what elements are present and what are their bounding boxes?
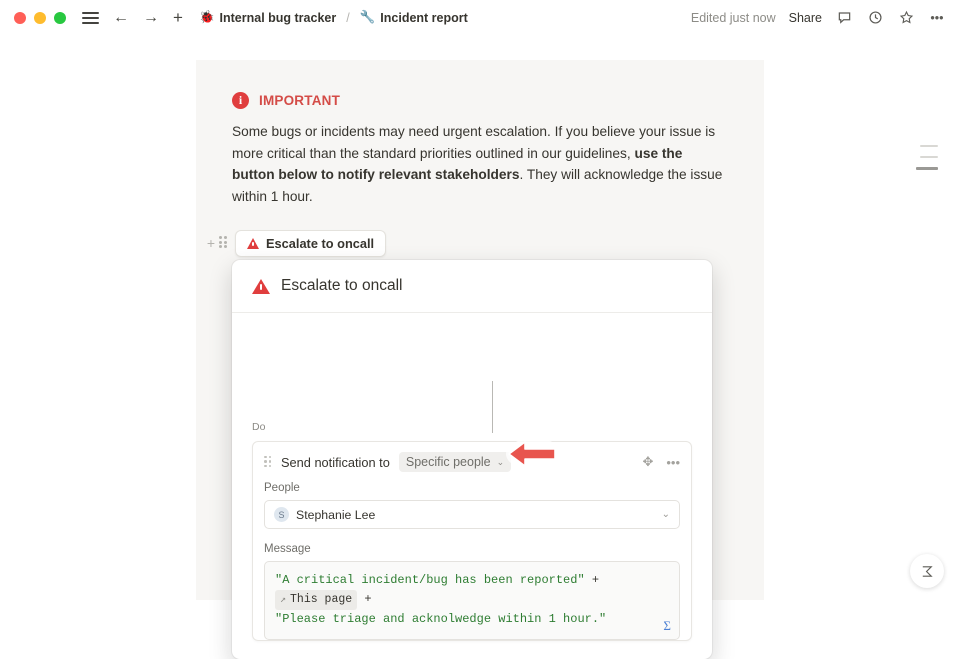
close-window-button[interactable] xyxy=(14,12,26,24)
wrench-icon: 🔧 xyxy=(359,10,376,24)
message-field-label: Message xyxy=(264,543,311,555)
notification-target-value: Specific people xyxy=(405,455,491,469)
action-drag-handle-icon[interactable] xyxy=(264,456,272,469)
escalate-block-row xyxy=(203,230,728,257)
bug-icon: 🐞 xyxy=(198,10,215,24)
message-field xyxy=(253,543,691,640)
move-action-icon[interactable]: ✥ xyxy=(642,454,654,469)
modal-header xyxy=(232,260,712,313)
forward-arrow-icon[interactable]: → xyxy=(143,8,159,26)
escalate-modal xyxy=(232,260,712,659)
minimap-marks xyxy=(916,145,938,170)
red-arrow-pointing-left-icon xyxy=(505,435,563,473)
breadcrumb xyxy=(195,8,472,27)
formula-icon[interactable]: Σ xyxy=(663,618,671,633)
people-input[interactable] xyxy=(264,500,680,529)
navigation-arrows[interactable] xyxy=(113,10,159,26)
modal-title: Escalate to oncall xyxy=(281,277,403,294)
new-page-icon[interactable]: + xyxy=(173,8,183,27)
callout-text-bold: use the button below to notify relevant stakeholders xyxy=(232,145,683,183)
escalate-button-label: Escalate to oncall xyxy=(266,235,375,251)
menu-icon[interactable] xyxy=(82,11,99,24)
action-header-actions xyxy=(642,454,680,470)
callout-label: IMPORTANT xyxy=(259,93,341,108)
notification-target-select[interactable] xyxy=(399,452,511,472)
window-controls[interactable] xyxy=(14,12,66,24)
callout-body xyxy=(232,121,728,208)
favorite-star-icon[interactable] xyxy=(897,9,915,27)
concat-operator: + xyxy=(591,573,600,587)
people-field xyxy=(253,482,691,529)
edited-status: Edited just now xyxy=(690,10,776,25)
this-page-chip[interactable] xyxy=(275,590,357,610)
message-formula-box[interactable] xyxy=(264,561,680,640)
message-string-2: "Please triage and acknolwedge within 1 hour." xyxy=(275,612,607,627)
maximize-window-button[interactable] xyxy=(54,12,66,24)
concat-operator-2: + xyxy=(364,591,372,606)
do-section-label: Do xyxy=(252,421,266,433)
chevron-down-icon: ⌄ xyxy=(661,509,670,520)
back-arrow-icon[interactable]: ← xyxy=(113,8,129,26)
warning-triangle-icon xyxy=(247,238,259,249)
breadcrumb-separator: / xyxy=(346,10,350,25)
breadcrumb-label: Internal bug tracker xyxy=(219,10,337,25)
message-formula-line2 xyxy=(275,610,669,629)
message-string-1: "A critical incident/bug has been reported" xyxy=(275,573,585,587)
titlebar-actions xyxy=(691,9,946,27)
chevron-down-icon: ⌄ xyxy=(496,456,505,467)
warning-triangle-icon xyxy=(252,279,270,294)
modal-body xyxy=(232,313,712,659)
window-titlebar xyxy=(0,0,960,35)
modal-description-area[interactable] xyxy=(252,313,692,421)
message-formula-line1 xyxy=(275,571,669,610)
minimap-mark-active xyxy=(916,167,938,170)
text-cursor xyxy=(492,381,493,433)
ai-assistant-icon xyxy=(919,563,936,580)
history-icon[interactable] xyxy=(866,9,884,27)
action-more-icon[interactable]: ••• xyxy=(666,454,680,470)
share-button[interactable]: Share xyxy=(788,10,822,25)
escalate-to-oncall-button[interactable] xyxy=(235,230,386,257)
breadcrumb-item-incident-report[interactable] xyxy=(356,8,472,27)
minimap-mark xyxy=(920,156,938,158)
callout-text-part2: . They will acknowledge the issue within 1 hour. xyxy=(232,167,723,204)
more-options-icon[interactable]: ••• xyxy=(930,10,944,25)
breadcrumb-item-bug-tracker[interactable] xyxy=(195,8,340,27)
breadcrumb-label: Incident report xyxy=(380,10,468,25)
avatar: S xyxy=(274,507,289,522)
comment-icon[interactable] xyxy=(835,9,853,27)
minimize-window-button[interactable] xyxy=(34,12,46,24)
info-icon: i xyxy=(232,92,249,109)
link-arrow-icon: ↗ xyxy=(280,594,287,606)
action-header-row xyxy=(253,442,691,482)
page-canvas xyxy=(0,35,960,633)
action-card xyxy=(252,441,692,641)
chip-label: This page xyxy=(290,593,353,607)
add-block-icon[interactable]: + xyxy=(206,235,216,252)
callout-header xyxy=(232,92,728,109)
people-field-label: People xyxy=(264,482,300,494)
drag-handle-icon[interactable] xyxy=(219,236,229,250)
callout-text-part1: Some bugs or incidents may need urgent escalation. If you believe your issue is more critical than the standard priorities outlined in our guidelines, xyxy=(232,124,716,161)
minimap-mark xyxy=(920,145,938,147)
people-value: Stephanie Lee xyxy=(296,507,376,522)
ai-assistant-button[interactable] xyxy=(910,554,944,588)
action-description: Send notification to xyxy=(281,454,390,470)
